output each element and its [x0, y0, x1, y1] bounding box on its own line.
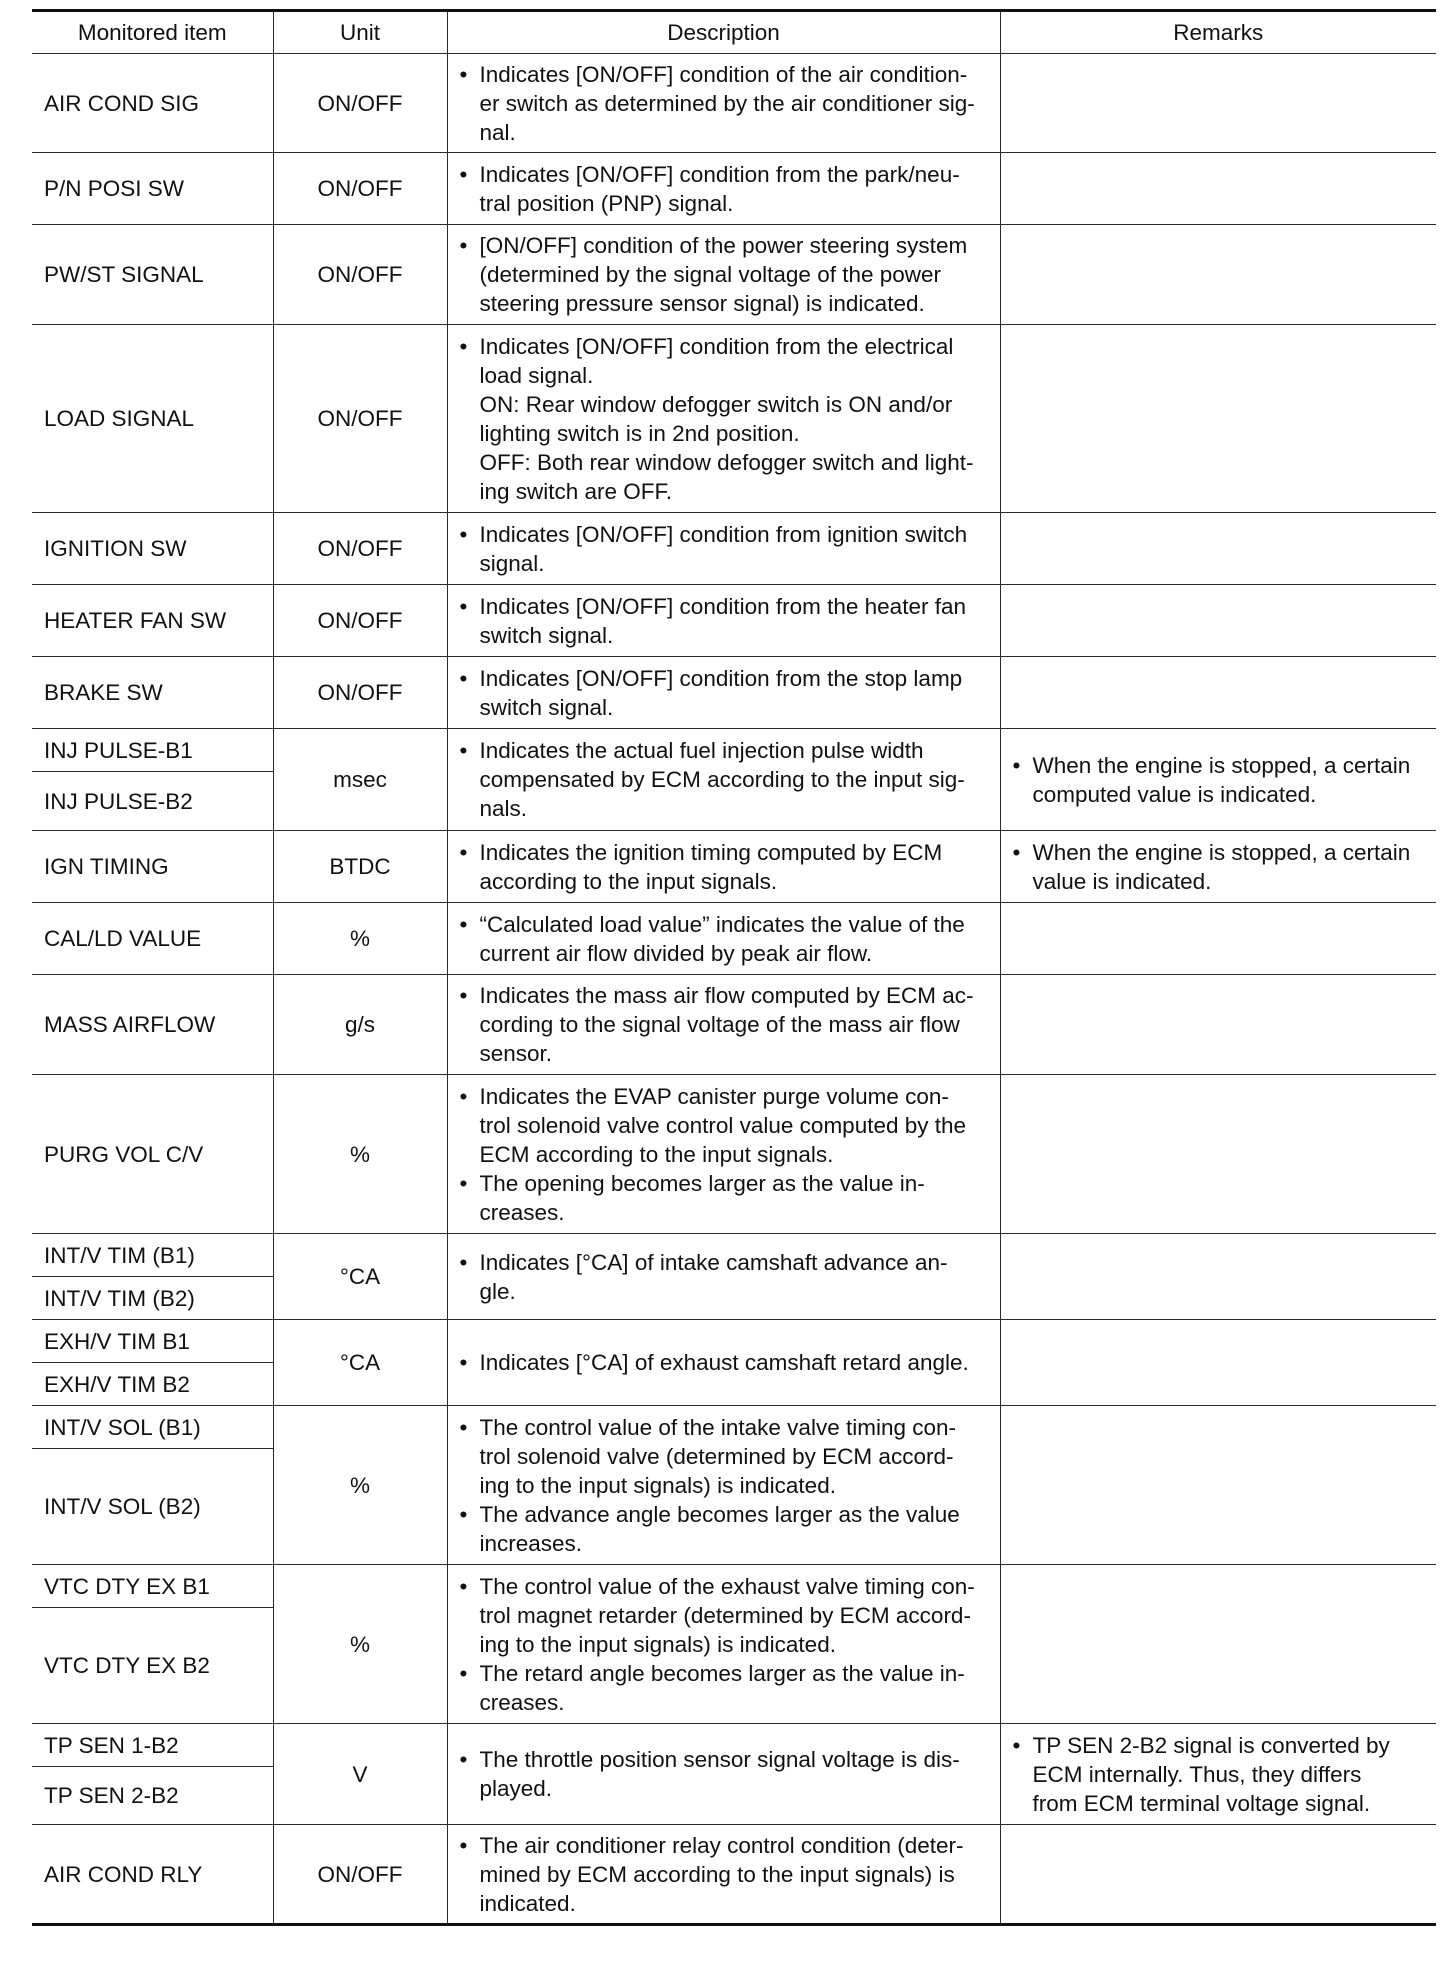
- remarks-cell: [1000, 513, 1436, 585]
- text-line: • Indicates the mass air flow computed by ECM ac-: [460, 981, 988, 1010]
- monitored-item-cell: INJ PULSE-B1: [32, 729, 273, 772]
- text-line: nal.: [479, 119, 516, 145]
- text-line: • Indicates [ON/OFF] condition from the park/neu-: [460, 160, 988, 189]
- monitored-item-cell: VTC DTY EX B2: [32, 1608, 273, 1724]
- monitored-item-cell: PW/ST SIGNAL: [32, 225, 273, 325]
- table-row: [32, 1406, 1436, 1449]
- remarks-cell: [1000, 54, 1436, 153]
- text-line: played.: [479, 1776, 553, 1801]
- description-cell: [447, 1234, 1000, 1320]
- table-row: [32, 1075, 1436, 1234]
- description-cell: [447, 1320, 1000, 1406]
- description-cell: [447, 325, 1000, 513]
- text-line: trol magnet retarder (determined by ECM accord-: [479, 1602, 971, 1628]
- table-row: [32, 1825, 1436, 1925]
- monitored-item-cell: INT/V TIM (B1): [32, 1234, 273, 1277]
- description-cell: [447, 225, 1000, 325]
- text-line: tral position (PNP) signal.: [479, 190, 734, 216]
- text-line: • “Calculated load value” indicates the value of the: [460, 910, 988, 939]
- header-remarks: Remarks: [1000, 11, 1436, 54]
- remarks-cell: [1000, 903, 1436, 975]
- header-row: [32, 11, 1436, 54]
- monitored-item-cell: IGN TIMING: [32, 831, 273, 903]
- unit-cell: °CA: [273, 1320, 447, 1406]
- description-cell: [447, 1565, 1000, 1724]
- text-line: signal.: [479, 550, 545, 576]
- text-line: steering pressure sensor signal) is indicated.: [479, 291, 925, 316]
- description-cell: [447, 729, 1000, 831]
- monitored-item-cell: LOAD SIGNAL: [32, 325, 273, 513]
- table-row: [32, 325, 1436, 513]
- text-line: • [ON/OFF] condition of the power steering system: [460, 231, 988, 260]
- text-line: trol solenoid valve control value computed by the: [479, 1112, 967, 1138]
- description-cell: [447, 513, 1000, 585]
- remarks-cell: [1000, 1234, 1436, 1320]
- text-line: load signal.: [479, 362, 594, 388]
- monitored-item-cell: PURG VOL C/V: [32, 1075, 273, 1234]
- description-cell: [447, 1825, 1000, 1925]
- text-line: er switch as determined by the air conditioner sig-: [479, 90, 975, 116]
- remarks-cell: [1000, 831, 1436, 903]
- monitored-item-cell: INJ PULSE-B2: [32, 772, 273, 831]
- monitored-item-cell: VTC DTY EX B1: [32, 1565, 273, 1608]
- text-line: • The throttle position sensor signal voltage is dis-: [460, 1745, 988, 1774]
- text-line: cording to the signal voltage of the mass air flow: [479, 1012, 960, 1037]
- remarks-cell: [1000, 225, 1436, 325]
- text-line: • Indicates [°CA] of exhaust camshaft retard angle.: [460, 1348, 988, 1377]
- text-line: compensated by ECM according to the input sig-: [479, 767, 965, 792]
- text-line: ing to the input signals) is indicated.: [479, 1472, 836, 1498]
- text-line: switch signal.: [479, 622, 614, 648]
- description-cell: [447, 657, 1000, 729]
- text-line: • Indicates [ON/OFF] condition from the electrical: [460, 332, 988, 361]
- monitored-item-cell: MASS AIRFLOW: [32, 975, 273, 1075]
- text-line: ON: Rear window defogger switch is ON and/or: [479, 391, 953, 417]
- table-row: [32, 513, 1436, 585]
- description-cell: [447, 585, 1000, 657]
- text-line: mined by ECM according to the input signals) is: [479, 1861, 955, 1887]
- unit-cell: ON/OFF: [273, 153, 447, 225]
- table-row: [32, 225, 1436, 325]
- text-line: • The opening becomes larger as the value in-: [460, 1169, 988, 1198]
- monitored-item-cell: TP SEN 2-B2: [32, 1767, 273, 1825]
- remarks-cell: [1000, 1075, 1436, 1234]
- unit-cell: %: [273, 1075, 447, 1234]
- monitor-item-table: [32, 9, 1436, 1926]
- monitored-item-cell: BRAKE SW: [32, 657, 273, 729]
- remarks-cell: [1000, 1320, 1436, 1406]
- description-cell: [447, 975, 1000, 1075]
- unit-cell: %: [273, 1406, 447, 1565]
- text-line: • The retard angle becomes larger as the value in-: [460, 1659, 988, 1688]
- remarks-cell: [1000, 1565, 1436, 1724]
- monitored-item-cell: HEATER FAN SW: [32, 585, 273, 657]
- text-line: trol solenoid valve (determined by ECM accord-: [479, 1443, 954, 1469]
- remarks-cell: [1000, 153, 1436, 225]
- table-row: [32, 1565, 1436, 1608]
- text-line: • Indicates the ignition timing computed by ECM: [460, 838, 988, 867]
- text-line: • When the engine is stopped, a certain: [1013, 751, 1425, 780]
- description-cell: [447, 1406, 1000, 1565]
- remarks-cell: [1000, 1825, 1436, 1925]
- remarks-cell: [1000, 585, 1436, 657]
- remarks-cell: [1000, 1406, 1436, 1565]
- description-cell: [447, 831, 1000, 903]
- unit-cell: msec: [273, 729, 447, 831]
- text-line: gle.: [479, 1278, 516, 1304]
- unit-cell: g/s: [273, 975, 447, 1075]
- text-line: • The control value of the exhaust valve timing con-: [460, 1572, 988, 1601]
- text-line: • Indicates [ON/OFF] condition of the air condition-: [460, 60, 988, 89]
- header-unit: Unit: [273, 11, 447, 54]
- text-line: increases.: [479, 1530, 583, 1556]
- table-row: [32, 1320, 1436, 1363]
- text-line: computed value is indicated.: [1032, 781, 1317, 807]
- header-monitored-item: Monitored item: [32, 11, 273, 54]
- text-line: • The control value of the intake valve timing con-: [460, 1413, 988, 1442]
- header-description: Description: [447, 11, 1000, 54]
- monitored-item-cell: P/N POSI SW: [32, 153, 273, 225]
- text-line: • Indicates [ON/OFF] condition from ignition switch: [460, 520, 988, 549]
- table-row: [32, 54, 1436, 153]
- description-cell: [447, 903, 1000, 975]
- unit-cell: ON/OFF: [273, 225, 447, 325]
- monitored-item-cell: INT/V TIM (B2): [32, 1277, 273, 1320]
- text-line: • TP SEN 2-B2 signal is converted by: [1013, 1731, 1425, 1760]
- unit-cell: ON/OFF: [273, 325, 447, 513]
- description-cell: [447, 1075, 1000, 1234]
- remarks-cell: [1000, 729, 1436, 831]
- text-line: (determined by the signal voltage of the power: [479, 262, 942, 287]
- remarks-cell: [1000, 657, 1436, 729]
- table-row: [32, 153, 1436, 225]
- table-row: [32, 585, 1436, 657]
- text-line: • Indicates [ON/OFF] condition from the stop lamp: [460, 664, 988, 693]
- text-line: • Indicates the actual fuel injection pulse width: [460, 736, 988, 765]
- text-line: • Indicates [ON/OFF] condition from the heater fan: [460, 592, 988, 621]
- description-cell: [447, 1724, 1000, 1825]
- description-cell: [447, 153, 1000, 225]
- text-line: value is indicated.: [1032, 868, 1212, 894]
- description-cell: [447, 54, 1000, 153]
- text-line: switch signal.: [479, 694, 614, 720]
- text-line: ECM according to the input signals.: [479, 1141, 834, 1167]
- text-line: nals.: [479, 796, 528, 821]
- remarks-cell: [1000, 975, 1436, 1075]
- monitored-item-cell: INT/V SOL (B2): [32, 1449, 273, 1565]
- monitored-item-cell: INT/V SOL (B1): [32, 1406, 273, 1449]
- text-line: current air flow divided by peak air flow.: [479, 940, 873, 966]
- table-row: [32, 831, 1436, 903]
- text-line: • Indicates the EVAP canister purge volume con-: [460, 1082, 988, 1111]
- unit-cell: %: [273, 1565, 447, 1724]
- text-line: creases.: [479, 1689, 565, 1715]
- text-line: ing switch are OFF.: [479, 478, 673, 504]
- text-line: ing to the input signals) is indicated.: [479, 1631, 836, 1657]
- remarks-cell: [1000, 1724, 1436, 1825]
- unit-cell: ON/OFF: [273, 513, 447, 585]
- text-line: sensor.: [479, 1041, 553, 1066]
- table-row: [32, 975, 1436, 1075]
- unit-cell: BTDC: [273, 831, 447, 903]
- monitored-item-cell: CAL/LD VALUE: [32, 903, 273, 975]
- text-line: creases.: [479, 1199, 565, 1225]
- monitored-item-cell: AIR COND SIG: [32, 54, 273, 153]
- text-line: • The advance angle becomes larger as the value: [460, 1500, 988, 1529]
- unit-cell: ON/OFF: [273, 54, 447, 153]
- table-row: [32, 1234, 1436, 1277]
- unit-cell: ON/OFF: [273, 585, 447, 657]
- unit-cell: %: [273, 903, 447, 975]
- monitored-item-cell: AIR COND RLY: [32, 1825, 273, 1925]
- text-line: • The air conditioner relay control condition (deter-: [460, 1831, 988, 1860]
- text-line: lighting switch is in 2nd position.: [479, 420, 800, 446]
- text-line: ECM internally. Thus, they differs: [1032, 1761, 1362, 1787]
- table-row: [32, 903, 1436, 975]
- text-line: OFF: Both rear window defogger switch and light-: [479, 449, 974, 475]
- text-line: • Indicates [°CA] of intake camshaft advance an-: [460, 1248, 988, 1277]
- unit-cell: °CA: [273, 1234, 447, 1320]
- monitored-item-cell: TP SEN 1-B2: [32, 1724, 273, 1767]
- remarks-cell: [1000, 325, 1436, 513]
- table-row: [32, 729, 1436, 772]
- monitored-item-cell: EXH/V TIM B1: [32, 1320, 273, 1363]
- monitored-item-cell: IGNITION SW: [32, 513, 273, 585]
- unit-cell: ON/OFF: [273, 1825, 447, 1925]
- text-line: according to the input signals.: [479, 868, 778, 894]
- unit-cell: ON/OFF: [273, 657, 447, 729]
- text-line: from ECM terminal voltage signal.: [1032, 1790, 1371, 1816]
- table-row: [32, 1724, 1436, 1767]
- text-line: • When the engine is stopped, a certain: [1013, 838, 1425, 867]
- text-line: indicated.: [479, 1890, 576, 1916]
- table-row: [32, 657, 1436, 729]
- unit-cell: V: [273, 1724, 447, 1825]
- monitored-item-cell: EXH/V TIM B2: [32, 1363, 273, 1406]
